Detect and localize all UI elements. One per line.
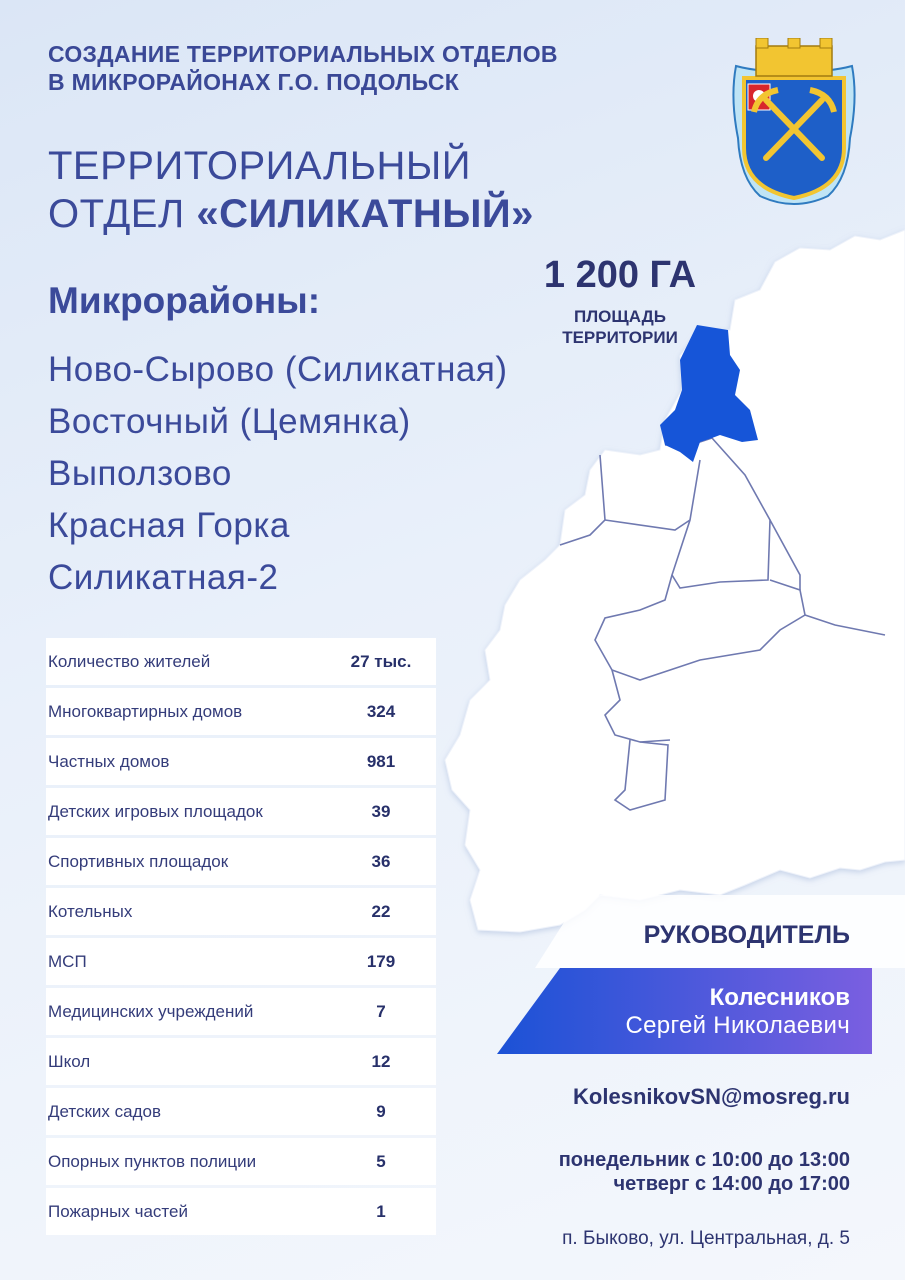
hours-line2: четверг с 14:00 до 17:00 (613, 1173, 850, 1195)
head-label: РУКОВОДИТЕЛЬ (643, 921, 850, 949)
stat-label: Детских игровых площадок (48, 801, 263, 821)
header-title-line1: СОЗДАНИЕ ТЕРРИТОРИАЛЬНЫХ ОТДЕЛОВ (48, 41, 558, 67)
district-item: Силикатная-2 (48, 558, 279, 597)
area-label-line2: ТЕРРИТОРИИ (562, 328, 678, 347)
stat-row (46, 1088, 436, 1135)
stat-label: Спортивных площадок (48, 851, 229, 871)
department-name: «СИЛИКАТНЫЙ» (196, 192, 534, 236)
stat-label: Школ (48, 1051, 91, 1071)
stat-label: Многоквартирных домов (48, 701, 243, 721)
stat-label: Количество жителей (48, 651, 211, 671)
stat-value: 22 (371, 901, 391, 921)
area-label (540, 306, 700, 348)
stat-row (46, 988, 436, 1035)
hours-line1: понедельник с 10:00 до 13:00 (558, 1149, 850, 1171)
department-title-line2 (48, 190, 608, 238)
stat-label: Детских садов (48, 1101, 162, 1121)
stat-row (46, 638, 436, 685)
stat-row (46, 838, 436, 885)
stat-label: Пожарных частей (48, 1201, 188, 1221)
reception-hours (559, 1148, 850, 1196)
stat-row (46, 1038, 436, 1085)
districts-heading: Микрорайоны: (48, 280, 321, 321)
area-value: 1 200 ГА (543, 254, 697, 296)
department-title-line1: ТЕРРИТОРИАЛЬНЫЙ (48, 144, 472, 188)
head-surname: Колесников (709, 984, 850, 1011)
stat-value: 27 тыс. (350, 651, 412, 671)
header-title (48, 40, 648, 96)
district-item: Ново-Сырово (Силикатная) (48, 350, 508, 389)
stat-label: Медицинских учреждений (48, 1001, 254, 1021)
stat-label: МСП (48, 951, 87, 971)
stat-value: 39 (371, 801, 391, 821)
stat-value: 36 (371, 851, 391, 871)
district-item: Восточный (Цемянка) (48, 402, 411, 441)
area-label-line1: ПЛОЩАДЬ (574, 307, 666, 326)
stat-row (46, 738, 436, 785)
stat-value: 5 (376, 1151, 386, 1171)
address: п. Быково, ул. Центральная, д. 5 (562, 1228, 850, 1249)
stat-row (46, 688, 436, 735)
department-title (48, 142, 608, 238)
district-item: Красная Горка (48, 506, 290, 545)
stat-row (46, 1188, 436, 1235)
stats-table (46, 638, 436, 1238)
stat-row (46, 888, 436, 935)
head-name (626, 984, 850, 1040)
stat-value: 324 (366, 701, 396, 721)
podolsk-coat-of-arms-icon (730, 38, 858, 206)
stat-value: 12 (371, 1051, 391, 1071)
stat-value: 1 (376, 1201, 386, 1221)
stat-row (46, 788, 436, 835)
district-item: Выползово (48, 454, 232, 493)
stat-label: Частных домов (48, 751, 170, 771)
stat-value: 179 (366, 951, 396, 971)
head-firstname: Сергей Николаевич (625, 1012, 850, 1039)
header-title-line2: В МИКРОРАЙОНАХ Г.О. ПОДОЛЬСК (48, 69, 460, 95)
stat-label: Котельных (48, 901, 133, 921)
stat-value: 7 (376, 1001, 386, 1021)
stat-value: 981 (366, 751, 396, 771)
email-link[interactable]: KolesnikovSN@mosreg.ru (573, 1084, 850, 1109)
districts-list (48, 344, 507, 604)
stat-label: Опорных пунктов полиции (48, 1151, 257, 1171)
stat-row (46, 1138, 436, 1185)
department-prefix: ОТДЕЛ (48, 192, 185, 236)
stat-value: 9 (376, 1101, 386, 1121)
stat-row (46, 938, 436, 985)
